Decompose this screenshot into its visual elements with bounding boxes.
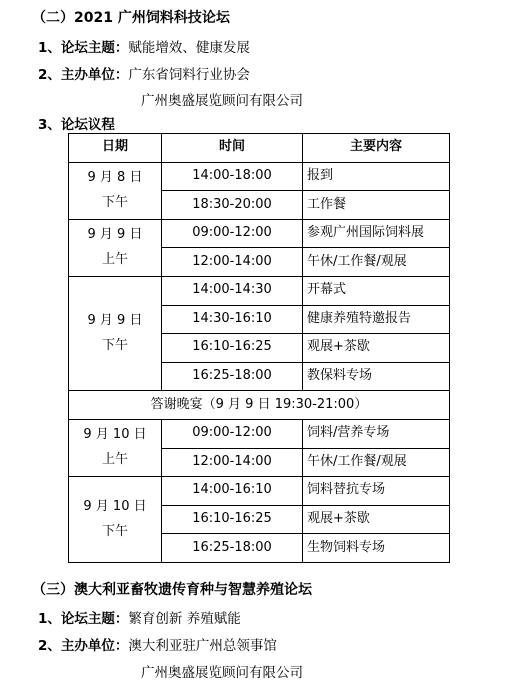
organizer-row [38, 63, 250, 83]
period-value: 下午 [101, 523, 128, 539]
time-cell: 09:00-12:00 [162, 219, 303, 248]
banquet-cell: 答谢晚宴（9 月 9 日 19:30-21:00） [69, 391, 450, 420]
agenda-table [68, 133, 450, 563]
content-cell: 工作餐 [303, 191, 450, 220]
date-value: 9 月 10 日 [83, 498, 147, 514]
table-row [69, 477, 450, 506]
header-content: 主要内容 [303, 134, 450, 163]
section-3-organizer-line-2: 广州奥盛展览顾问有限公司 [141, 665, 303, 681]
date-cell [69, 276, 162, 390]
time-cell: 16:10-16:25 [162, 334, 303, 363]
organizer-line-1: 广东省饲料行业协会 [128, 67, 250, 83]
header-date: 日期 [69, 134, 162, 163]
date-value: 9 月 8 日 [87, 170, 143, 185]
content-cell: 饲料替抗专场 [303, 477, 450, 506]
date-cell [69, 419, 162, 476]
content-cell: 教保料专场 [303, 362, 450, 391]
section-3-title: （三）澳大利亚畜牧遗传育种与智慧养殖论坛 [32, 582, 312, 598]
content-cell: 观展+茶歇 [303, 505, 450, 534]
organizer-line-2: 广州奥盛展览顾问有限公司 [141, 93, 303, 109]
time-cell: 14:00-18:00 [162, 162, 303, 191]
date-cell [69, 162, 162, 219]
content-cell: 生物饲料专场 [303, 534, 450, 563]
forum-theme-row [38, 36, 250, 56]
date-cell [69, 219, 162, 276]
header-time: 时间 [162, 134, 303, 163]
table-row [69, 219, 450, 248]
agenda-label: 3、论坛议程 [38, 117, 115, 133]
period-value: 上午 [101, 452, 128, 468]
section-3-theme-label: 1、论坛主题： [38, 611, 129, 627]
content-cell: 报到 [303, 162, 450, 191]
banquet-row [69, 391, 450, 420]
period-value: 下午 [101, 194, 128, 210]
period-value: 下午 [101, 337, 128, 353]
period-value: 上午 [101, 251, 128, 267]
section-3-organizer-row [38, 634, 277, 654]
content-cell: 参观广州国际饲料展 [303, 219, 450, 248]
date-value: 9 月 9 日 [87, 227, 143, 243]
time-cell: 16:10-16:25 [162, 505, 303, 534]
table-row [69, 162, 450, 191]
date-value: 9 月 10 日 [83, 427, 147, 443]
time-cell: 09:00-12:00 [162, 419, 303, 448]
section-3-organizer-line-1: 澳大利亚驻广州总领事馆 [128, 638, 277, 654]
content-cell: 健康养殖特邀报告 [303, 305, 450, 334]
time-cell: 14:00-16:10 [162, 477, 303, 506]
content-cell: 饲料/营养专场 [303, 419, 450, 448]
forum-theme-value: 赋能增效、健康发展 [128, 40, 250, 56]
time-cell: 14:00-14:30 [162, 276, 303, 305]
time-cell: 12:00-14:00 [162, 448, 303, 477]
table-row [69, 419, 450, 448]
time-cell: 16:25-18:00 [162, 534, 303, 563]
section-3-theme-value: 繁育创新 养殖赋能 [128, 611, 241, 627]
content-cell: 午休/工作餐/观展 [303, 448, 450, 477]
time-cell: 16:25-18:00 [162, 362, 303, 391]
time-cell: 12:00-14:00 [162, 248, 303, 277]
content-cell: 开幕式 [303, 276, 450, 305]
time-cell: 14:30-16:10 [162, 305, 303, 334]
content-cell: 观展+茶歇 [303, 334, 450, 363]
organizer-label: 2、主办单位： [38, 67, 129, 83]
content-cell: 午休/工作餐/观展 [303, 248, 450, 277]
agenda-header-row [69, 134, 450, 163]
forum-theme-label: 1、论坛主题： [38, 40, 129, 56]
section-3-theme-row [38, 607, 241, 627]
section-2-title: （二）2021 广州饲料科技论坛 [32, 10, 230, 26]
date-cell [69, 477, 162, 563]
table-row [69, 276, 450, 305]
time-cell: 18:30-20:00 [162, 191, 303, 220]
date-value: 9 月 9 日 [87, 312, 143, 328]
section-3-organizer-label: 2、主办单位： [38, 638, 129, 654]
